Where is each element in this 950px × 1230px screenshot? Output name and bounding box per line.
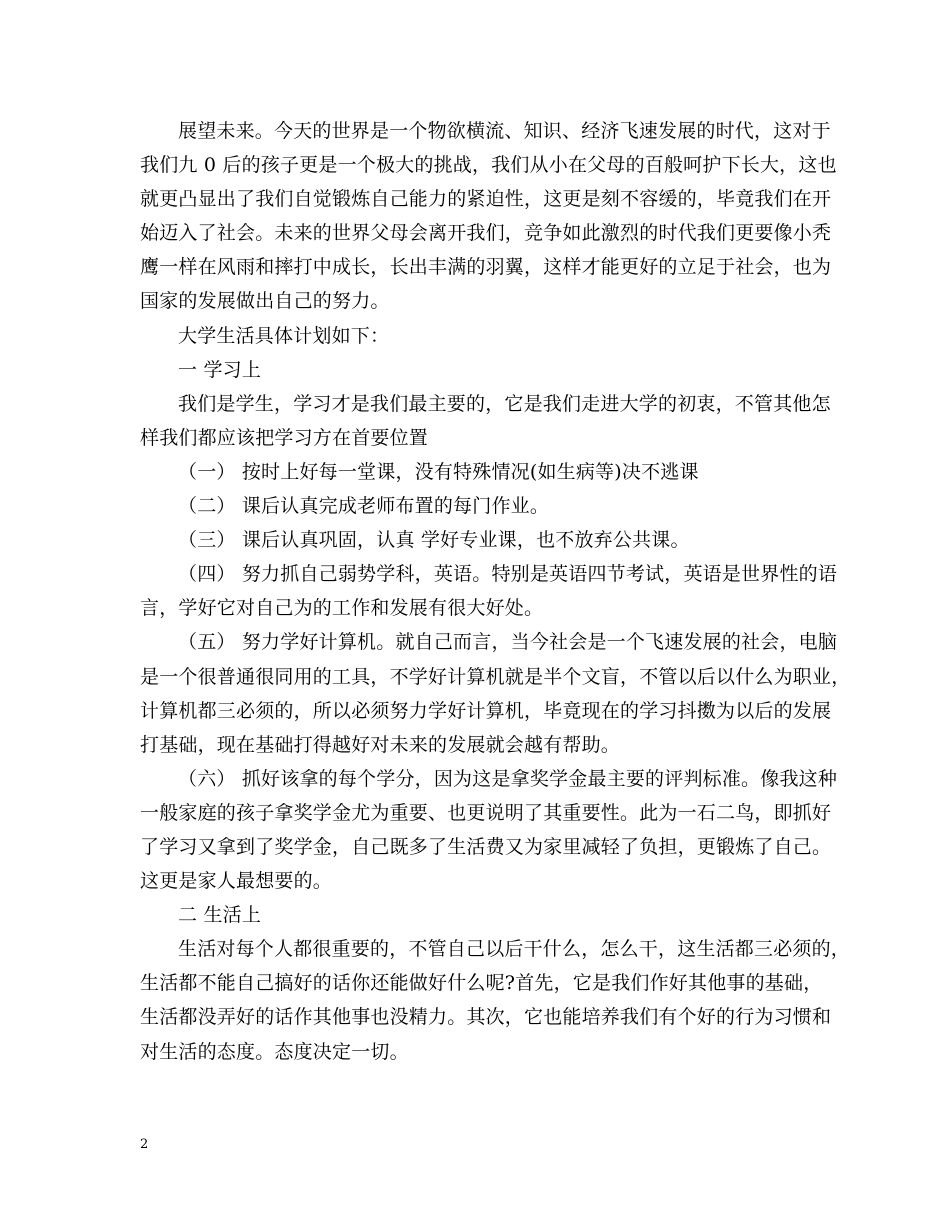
section-heading-study: 一 学习上	[178, 358, 262, 381]
paragraph-line: 生活都不能自己搞好的话你还能做好什么呢?首先，它是我们作好其他事的基础，	[140, 972, 823, 995]
list-item-6: （六） 抓好该拿的每个学分，因为这是拿奖学金最主要的评判标准。像我这种	[178, 767, 838, 790]
paragraph-line: 生活对每个人都很重要的，不管自己以后干什么，怎么干，这生活都三必须的，	[178, 938, 851, 961]
plan-heading: 大学生活具体计划如下：	[178, 324, 390, 347]
paragraph-line: 对生活的态度。态度决定一切。	[140, 1040, 409, 1063]
paragraph-line: 打基础，现在基础打得越好对未来的发展就会越有帮助。	[140, 733, 621, 756]
list-item-5: （五） 努力学好计算机。就自己而言，当今社会是一个飞速发展的社会，电脑	[178, 631, 838, 654]
paragraph-line: 这更是家人最想要的。	[140, 870, 333, 893]
paragraph-line: 始迈入了社会。未来的世界父母会离开我们，竞争如此激烈的时代我们更要像小秃	[140, 222, 832, 245]
section-heading-life: 二 生活上	[178, 904, 262, 927]
page-number: 2	[140, 1137, 149, 1152]
list-item-1: （一） 按时上好每一堂课，没有特殊情况(如生病等)决不逃课	[178, 460, 699, 483]
paragraph-line: 计算机都三必须的，所以必须努力学好计算机，毕竟现在的学习抖擞为以后的发展	[140, 699, 832, 722]
paragraph-line: 就更凸显出了我们自觉锻炼自己能力的紧迫性，这更是刻不容缓的，毕竟我们在开	[140, 188, 832, 211]
list-item-2: （二） 课后认真完成老师布置的每门作业。	[178, 495, 550, 518]
paragraph-line: 国家的发展做出自己的努力。	[140, 290, 390, 313]
document-body	[140, 114, 851, 1069]
paragraph-line: 是一个很普通很同用的工具，不学好计算机就是半个文盲，不管以后以什么为职业，	[140, 665, 851, 688]
paragraph-line: 一般家庭的孩子拿奖学金尤为重要、也更说明了其重要性。此为一石二鸟，即抓好	[140, 801, 832, 824]
paragraph-line: 我们是学生，学习才是我们最主要的，它是我们走进大学的初衷，不管其他怎	[178, 392, 831, 415]
paragraph-line: 展望未来。今天的世界是一个物欲横流、知识、经济飞速发展的时代，这对于	[178, 120, 831, 142]
paragraph-line: 样我们都应该把学习方在首要位置	[140, 426, 429, 449]
paragraph-line: 鹰一样在风雨和摔打中成长，长出丰满的羽翼，这样才能更好的立足于社会，也为	[140, 256, 832, 279]
list-item-3: （三） 课后认真巩固，认真 学好专业课，也不放弃公共课。	[178, 529, 690, 552]
paragraph-line: 生活都没弄好的话作其他事也没精力。其次，它也能培养我们有个好的行为习惯和	[140, 1006, 832, 1029]
paragraph-line: 言，学好它对自己为的工作和发展有很大好处。	[140, 597, 544, 620]
list-item-4: （四） 努力抓自己弱势学科，英语。特别是英语四节考试，英语是世界性的语	[178, 563, 838, 586]
paragraph-line: 我们九 0 后的孩子更是一个极大的挑战，我们从小在父母的百般呵护下长大，这也	[140, 154, 837, 177]
paragraph-line: 了学习又拿到了奖学金，自己既多了生活费又为家里减轻了负担，更锻炼了自己。	[140, 835, 832, 858]
